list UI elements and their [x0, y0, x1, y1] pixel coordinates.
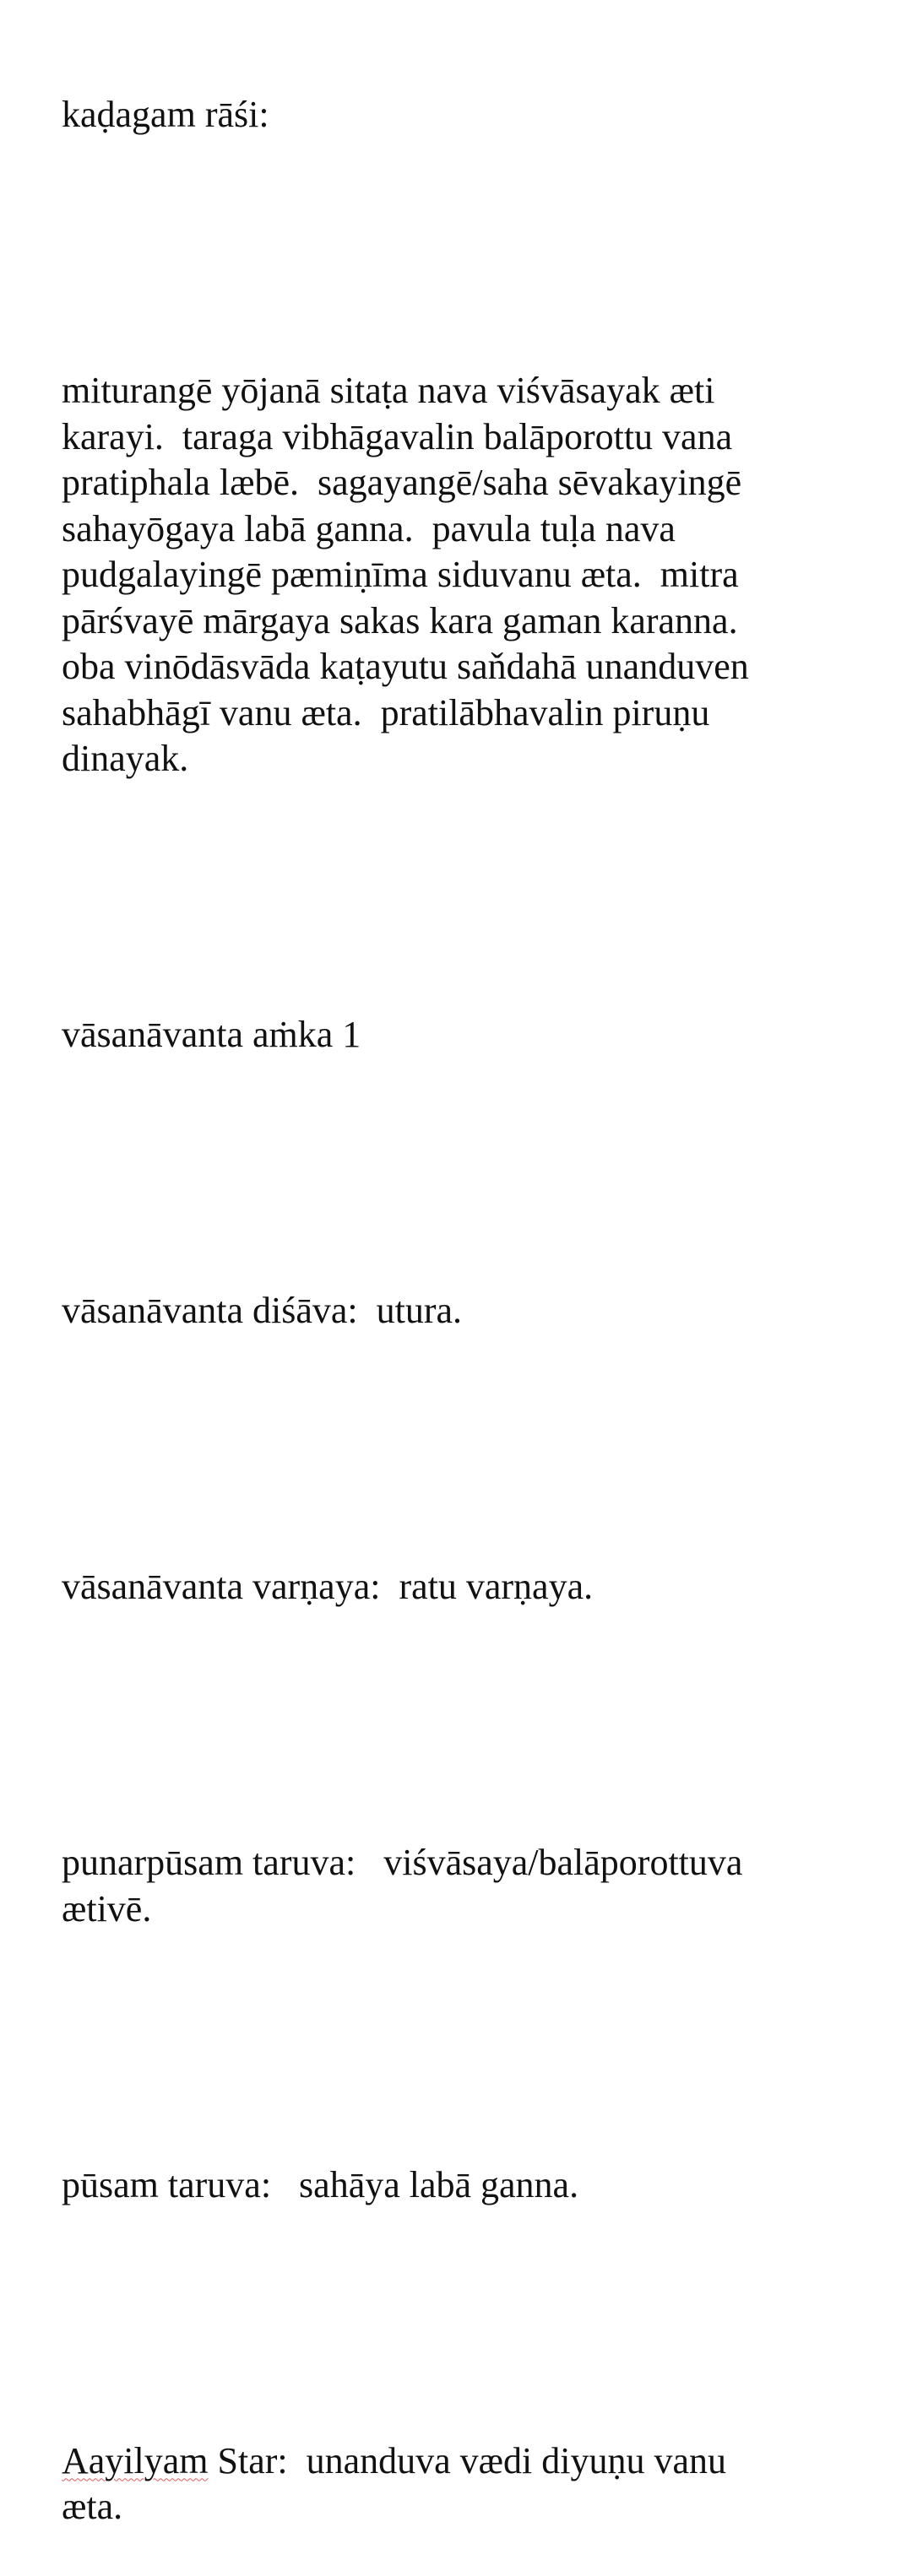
lucky-number: vāsanāvanta aṁka 1 [62, 1014, 361, 1055]
blank-line [62, 2300, 872, 2346]
pusam-star: pūsam taruva: sahāya labā ganna. [62, 2163, 579, 2205]
blank-line [62, 230, 872, 277]
blank-line [62, 874, 872, 921]
lucky-direction: vāsanāvanta diśāva: utura. [62, 1290, 463, 1331]
main-paragraph: miturangē yōjanā sitaṭa nava viśvāsayak æti karayi. taraga vibhāgavalin balāporottu vana pratiphala læbē. sagayangē/saha sēvakayingē sahayōgaya labā ganna. pavula tuḷa nava pudgalayingē pæmiṇīma siduvanu æta. mitra pārśvayē mārgaya sakas kara gaman karanna. oba vinōdāsvāda kaṭayutu saňdahā unanduven sahabhāgī vanu æta. pratilābhavalin piruṇu dinayak. [62, 370, 749, 779]
lucky-color: vāsanāvanta varṇaya: ratu varṇaya. [62, 1566, 594, 1607]
document-body [62, 0, 872, 2576]
aayilyam-star [62, 2438, 872, 2530]
heading: kaḍagam rāśi: [62, 94, 269, 135]
blank-line [62, 1150, 872, 1197]
spellcheck-flagged-word[interactable]: Aayilyam [62, 2439, 209, 2481]
blank-line [62, 2024, 872, 2070]
blank-line [62, 1426, 872, 1473]
punarpusam-star: punarpūsam taruva: viśvāsaya/balāporottuva ætivē. [62, 1842, 743, 1929]
aayilyam-text: Star: unanduva vædi diyuṇu vanu æta. [62, 2439, 727, 2527]
blank-line [62, 1702, 872, 1749]
